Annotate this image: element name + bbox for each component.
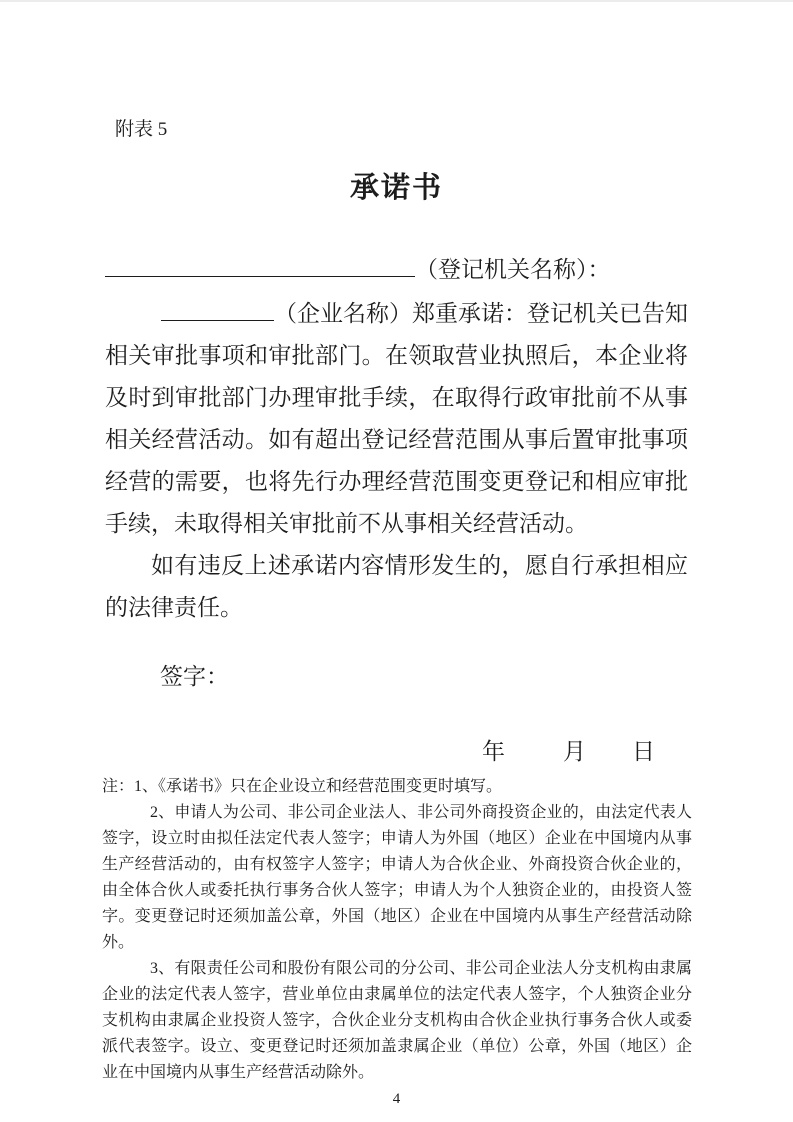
- note-prefix: 注：: [102, 778, 135, 795]
- company-name-blank: [161, 295, 274, 321]
- commitment-paragraph: [105, 293, 688, 545]
- note-3-number: 3、: [150, 960, 175, 977]
- note-3-text: 有限责任公司和股份有限公司的分公司、非公司企业法人分支机构由隶属企业的法定代表人签字，营业单位由隶属单位的法定代表人签字，个人独资企业分支机构由隶属企业投资人签字，合伙企业分支机构由合伙企业执行事务合伙人或委派代表签字。设立、变更登记时还须加盖隶属企业（单位）公章，外国（地区）企业在中国境内从事生产经营活动除外。: [102, 960, 692, 1081]
- liability-paragraph: 如有违反上述承诺内容情形发生的，愿自行承担相应的法律责任。: [105, 553, 688, 620]
- year-label: 年: [482, 739, 505, 764]
- note-2-text: 申请人为公司、非公司企业法人、非公司外商投资企业的，由法定代表人签字，设立时由拟任法定代表人签字；申请人为外国（地区）企业在中国境内从事生产经营活动的，由有权签字人签字；申请人为合伙企业、外商投资合伙企业的，由全体合伙人或委托执行事务合伙人签字；申请人为个人独资企业的，由投资人签字。变更登记时还须加盖公章，外国（地区）企业在中国境内从事生产经营活动除外。: [102, 804, 692, 951]
- recipient-line: [105, 251, 688, 286]
- note-1-text: 《承诺书》只在企业设立和经营范围变更时填写。: [158, 778, 503, 795]
- day-label: 日: [632, 739, 655, 764]
- note-2-number: 2、: [150, 804, 175, 821]
- note-1-number: 1、: [134, 778, 159, 795]
- attachment-label: 附表 5: [115, 119, 168, 140]
- note-item-3: [102, 956, 692, 1086]
- notes-section: [102, 774, 692, 1086]
- commitment-text: （企业名称）郑重承诺：登记机关已告知相关审批事项和审批部门。在领取营业执照后，本企业将及时到审批部门办理审批手续，在取得行政审批前不从事相关经营活动。如有超出登记经营范围从事后置审批事项经营的需要，也将先行办理经营范围变更登记和相应审批手续，未取得相关审批前不从事相关经营活动。: [105, 301, 688, 536]
- page-number: 4: [392, 1091, 401, 1107]
- registration-authority-blank: [105, 251, 415, 277]
- month-label: 月: [563, 739, 586, 764]
- recipient-label: （登记机关名称）：: [415, 257, 611, 282]
- note-item-2: [102, 800, 692, 956]
- signature-label: 签字：: [160, 664, 229, 689]
- date-line: [105, 731, 688, 773]
- note-item-1: [102, 774, 692, 800]
- document-title: 承诺书: [349, 172, 443, 204]
